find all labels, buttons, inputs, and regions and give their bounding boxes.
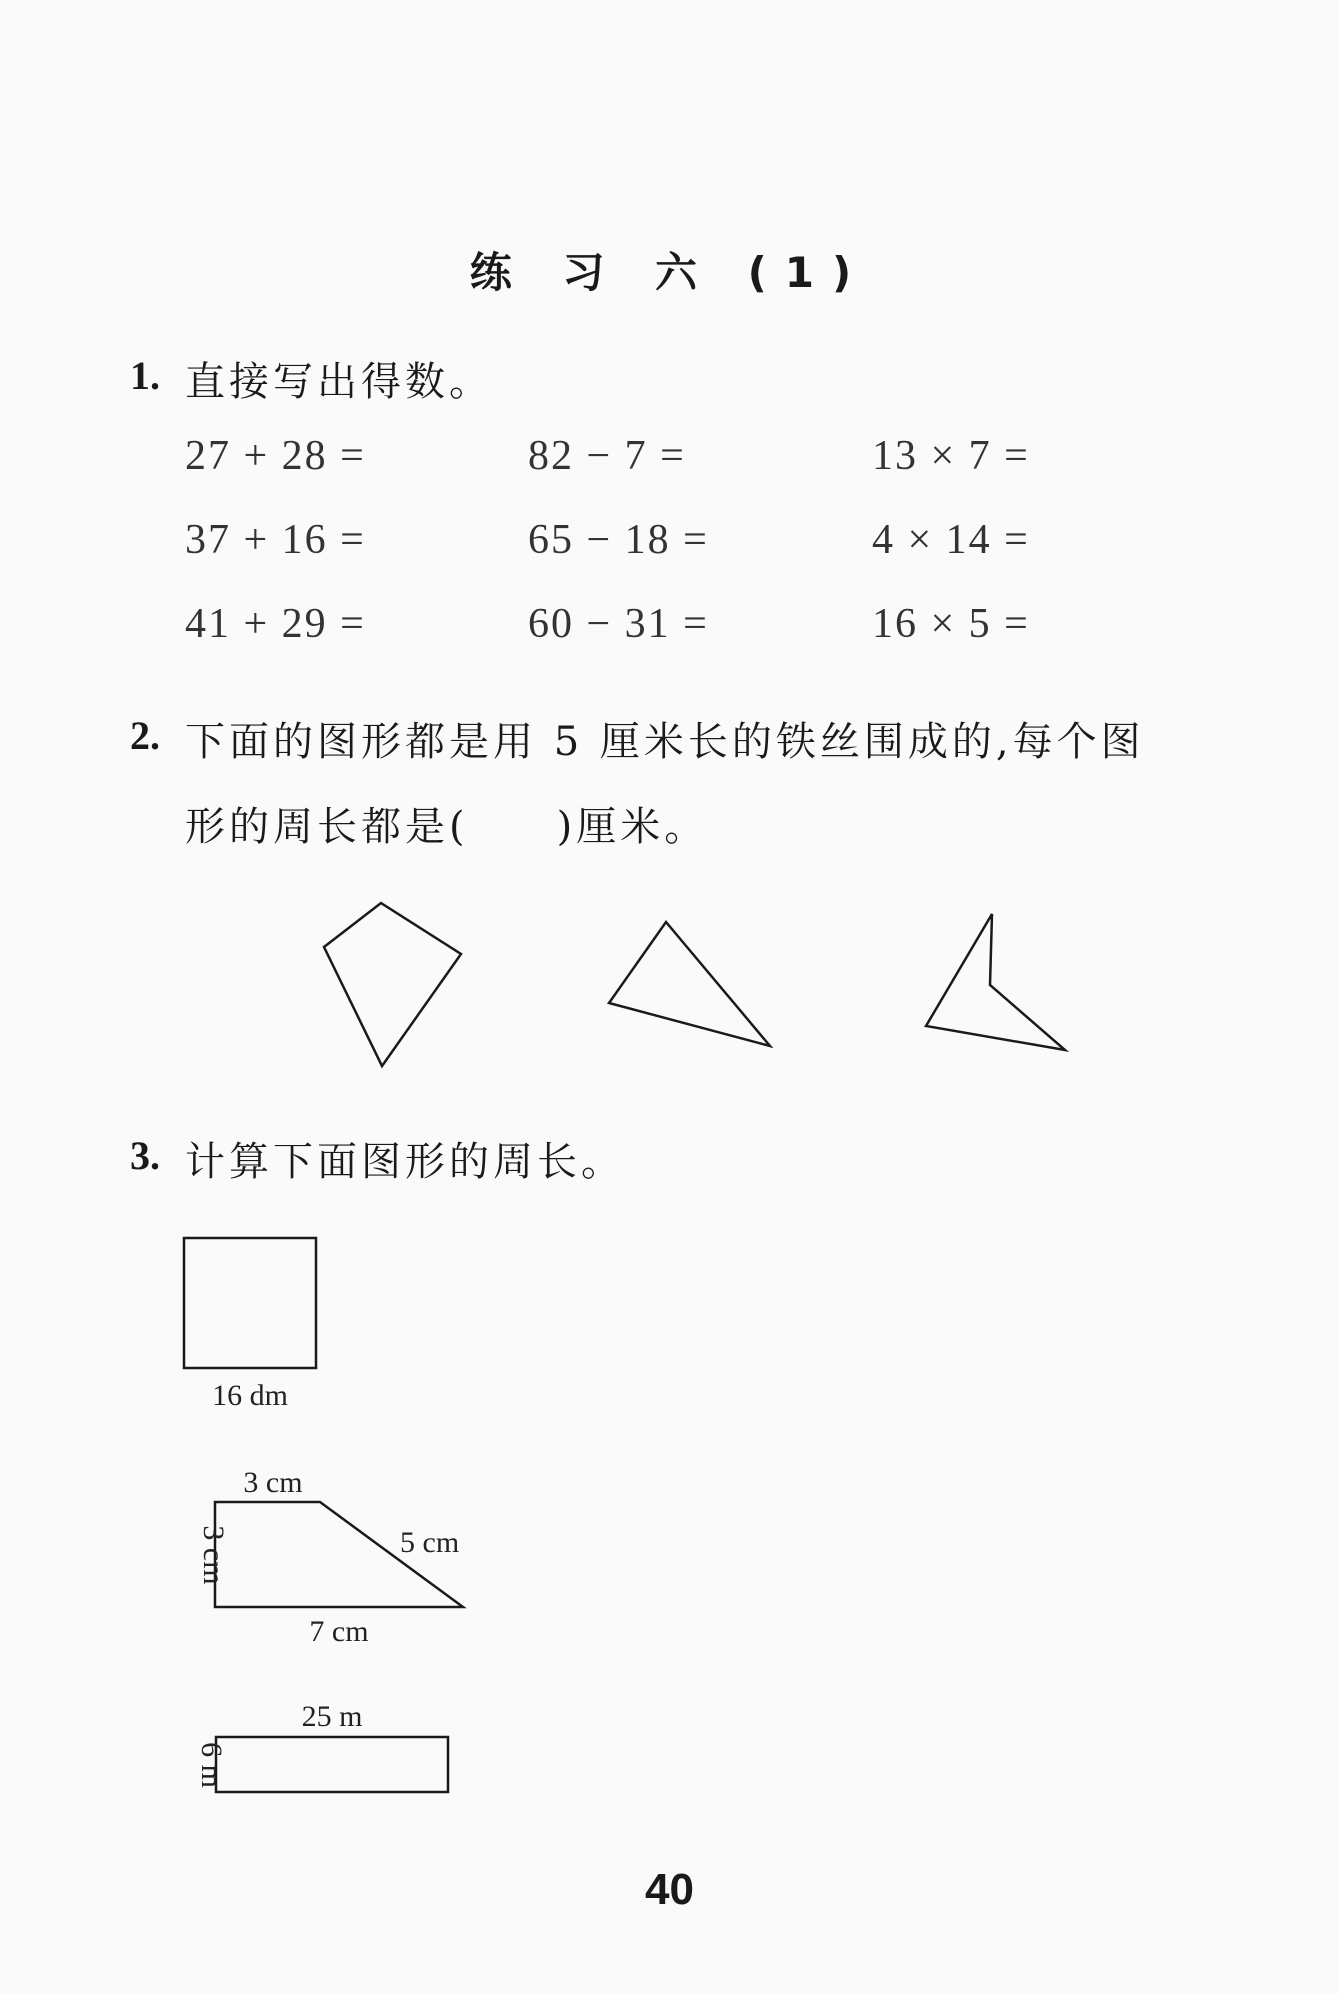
trapezoid-top-label: 3 cm <box>243 1466 303 1499</box>
trapezoid-height-label: 3 cm <box>197 1525 230 1585</box>
q3-prompt: 计算下面图形的周长。 <box>185 1139 625 1185</box>
q1-expr-r1c3: 13 × 7 = <box>872 433 1030 479</box>
q1-expr-r2c1: 37 + 16 = <box>185 517 366 563</box>
q3-number: 3. <box>130 1133 160 1178</box>
q1-number: 1. <box>130 353 160 398</box>
q2-prompt-line1: 下面的图形都是用 5 厘米长的铁丝围成的,每个图 <box>185 719 1145 765</box>
q1-expr-r2c3: 4 × 14 = <box>872 517 1030 563</box>
q1-expr-r3c2: 60 − 31 = <box>528 601 709 647</box>
q2-number: 2. <box>130 713 160 758</box>
square-shape <box>184 1238 316 1368</box>
rectangle-side-label: 6 m <box>195 1742 228 1788</box>
q1-expr-r1c2: 82 − 7 = <box>528 433 686 479</box>
q1-expr-r2c2: 65 − 18 = <box>528 517 709 563</box>
trapezoid-bottom-label: 7 cm <box>309 1615 369 1648</box>
rectangle-top-label: 25 m <box>301 1700 363 1733</box>
rectangle-shape <box>216 1737 448 1792</box>
q1-expr-r3c3: 16 × 5 = <box>872 601 1030 647</box>
q1-expr-r1c1: 27 + 28 = <box>185 433 366 479</box>
q1-prompt: 直接写出得数。 <box>185 359 493 405</box>
square-side-label: 16 dm <box>212 1379 288 1412</box>
q1-expr-r3c1: 41 + 29 = <box>185 601 366 647</box>
trapezoid-slant-label: 5 cm <box>400 1526 460 1559</box>
page-title: 练 习 六 (1) <box>469 248 870 297</box>
q2-prompt-line2: 形的周长都是( )厘米。 <box>185 804 709 850</box>
page-number: 40 <box>645 1865 694 1914</box>
